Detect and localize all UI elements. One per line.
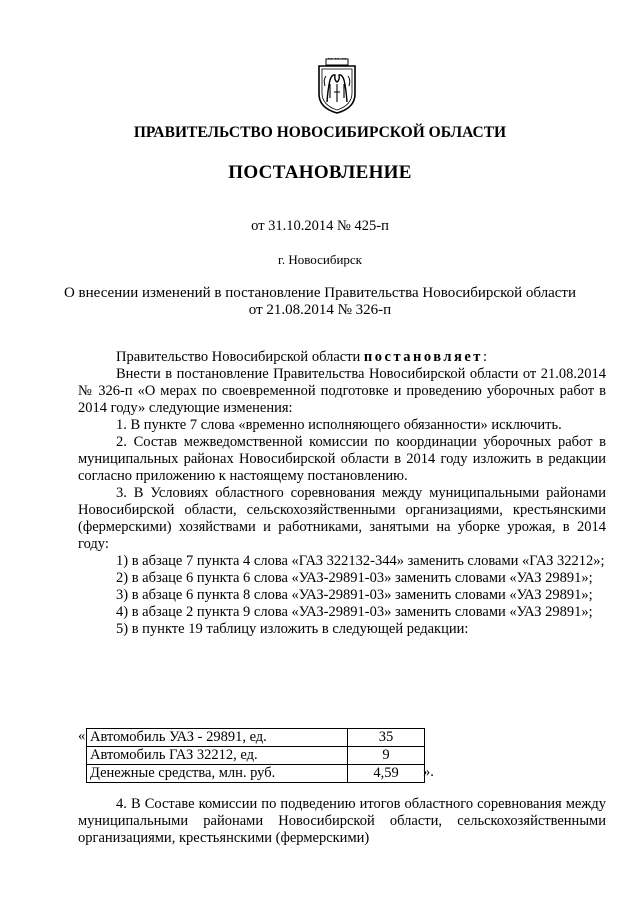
subitem-4: 4) в абзаце 2 пункта 9 слова «УАЗ-29891-03» заменить словами «УАЗ 29891»; bbox=[116, 604, 593, 620]
subitem-5: 5) в пункте 19 таблицу изложить в следующей редакции: bbox=[116, 621, 469, 637]
intro-suffix: : bbox=[482, 349, 487, 365]
prize-table-block bbox=[78, 726, 498, 786]
intro-prefix: Правительство Новосибирской области bbox=[116, 349, 364, 365]
document-title bbox=[0, 285, 640, 319]
title-line-1: О внесении изменений в постановление Правительства Новосибирской области bbox=[63, 285, 577, 301]
government-name: ПРАВИТЕЛЬСТВО НОВОСИБИРСКОЙ ОБЛАСТИ bbox=[133, 124, 507, 141]
paragraph-item-4: 4. В Составе комиссии по подведению итогов областного соревнования между муниципальными районами Новосибирской области, сельскохозяйственными организациями, крестьянскими (фермерскими) bbox=[78, 796, 606, 846]
table-cell-name: Автомобиль УАЗ - 29891, ед. bbox=[87, 729, 348, 747]
intro-decree-word: постановляет bbox=[363, 349, 483, 365]
table-row bbox=[87, 747, 425, 765]
novosibirsk-coat-of-arms-icon bbox=[316, 58, 358, 115]
document-type: ПОСТАНОВЛЕНИЕ bbox=[228, 162, 412, 183]
table-close-quote: ». bbox=[423, 764, 434, 780]
intro-paragraph bbox=[78, 349, 606, 366]
paragraph-item-3: 3. В Условиях областного соревнования между муниципальными районами Новосибирской области, сельскохозяйственными организациями, крестьянскими (фермерскими) хозяйствами и работниками, занятыми на уборке урожая, в 2014 году: bbox=[78, 485, 606, 552]
paragraph-amend: Внести в постановление Правительства Новосибирской области от 21.08.2014 № 326-п «О мерах по своевременной подготовке и проведению уборочных работ в 2014 году» следующие изменения: bbox=[78, 366, 606, 416]
document-body bbox=[78, 349, 606, 638]
table-open-quote: « bbox=[78, 728, 86, 744]
table-cell-value: 9 bbox=[348, 747, 425, 765]
document-date-number: от 31.10.2014 № 425-п bbox=[251, 218, 389, 234]
prize-table bbox=[86, 728, 425, 783]
table-row bbox=[87, 765, 425, 783]
subitem-3: 3) в абзаце 6 пункта 8 слова «УАЗ-29891-03» заменить словами «УАЗ 29891»; bbox=[116, 587, 593, 603]
table-row bbox=[87, 729, 425, 747]
table-cell-name: Автомобиль ГАЗ 32212, ед. bbox=[87, 747, 348, 765]
paragraph-item-2: 2. Состав межведомственной комиссии по координации уборочных работ в муниципальных районах Новосибирской области в 2014 году изложить в редакции согласно приложению к настоящему постановлению. bbox=[78, 434, 606, 484]
title-line-2: от 21.08.2014 № 326-п bbox=[248, 302, 392, 318]
subitem-2: 2) в абзаце 6 пункта 6 слова «УАЗ-29891-03» заменить словами «УАЗ 29891»; bbox=[116, 570, 593, 586]
city-name: г. Новосибирск bbox=[277, 252, 362, 267]
paragraph-item-1: 1. В пункте 7 слова «временно исполняющего обязанности» исключить. bbox=[116, 417, 562, 433]
subitem-1: 1) в абзаце 7 пункта 4 слова «ГАЗ 322132-344» заменить словами «ГАЗ 32212»; bbox=[116, 553, 605, 569]
table-cell-name: Денежные средства, млн. руб. bbox=[87, 765, 348, 783]
table-cell-value: 35 bbox=[348, 729, 425, 747]
document-body-continued bbox=[78, 796, 606, 847]
table-cell-value: 4,59 bbox=[348, 765, 425, 783]
